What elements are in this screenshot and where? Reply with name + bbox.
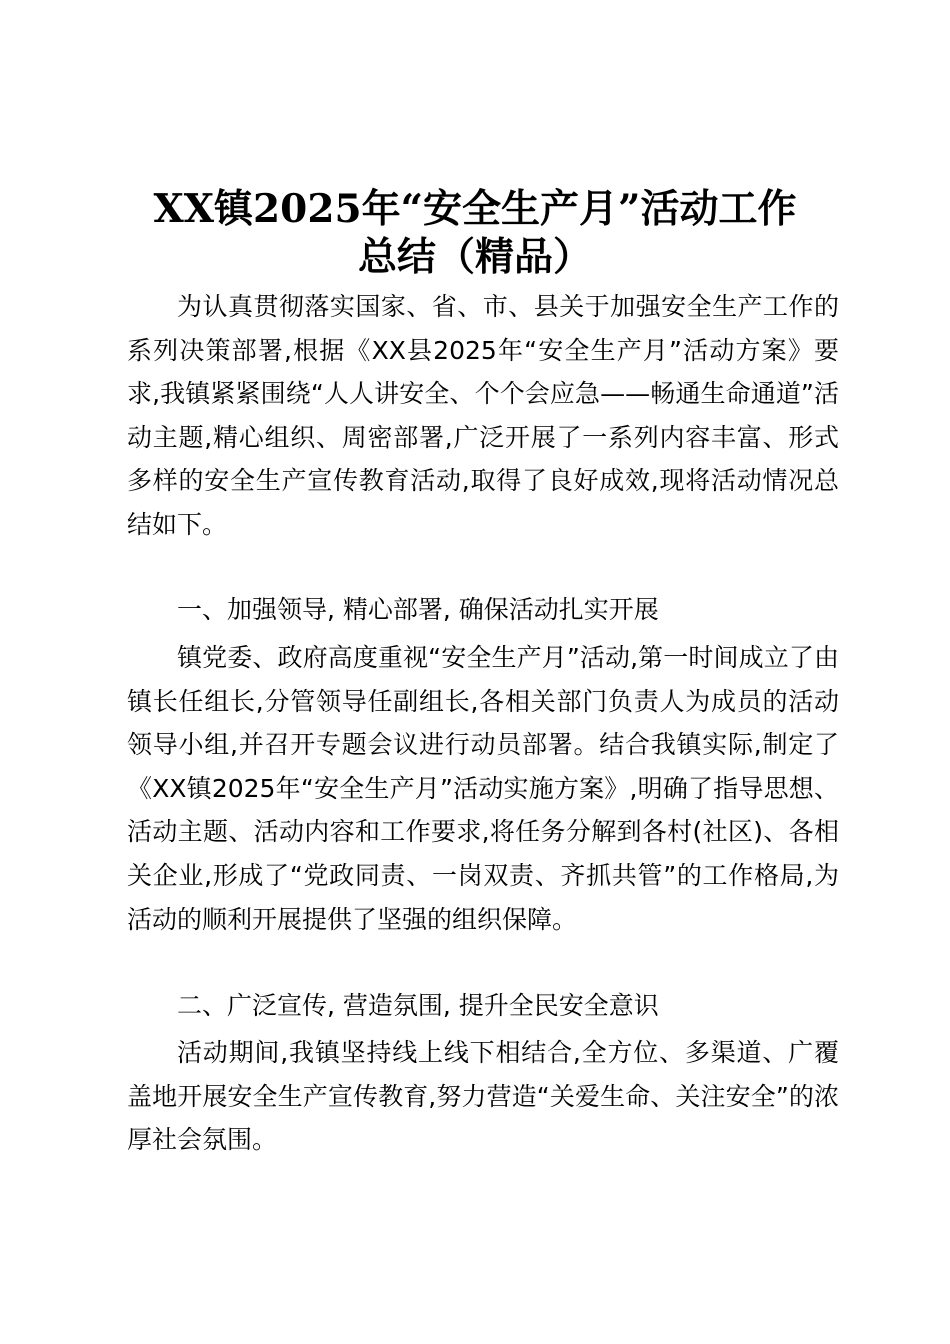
section-1-paragraph: 镇党委、政府高度重视“安全生产月”活动,第一时间成立了由镇长任组长,分管领导任副组长,各相关部门负责人为成员的活动领导小组,并召开专题会议进行动员部署。结合我镇实际,制定了《XX镇2025年“安全生产月”活动实施方案》,明确了指导思想、活动主题、活动内容和工作要求,将任务分解到各村(社区)、各相关企业,形成了“党政同责、一岗双责、齐抓共管”的工作格局,为活动的顺利开展提供了坚强的组织保障。: [127, 643, 839, 934]
section-heading-2: 二、广泛宣传, 营造氛围, 提升全民安全意识: [177, 991, 659, 1020]
section-2-paragraph: 活动期间,我镇坚持线上线下相结合,全方位、多渠道、广覆盖地开展安全生产宣传教育,努力营造“关爱生命、关注安全”的浓厚社会氛围。: [127, 1038, 839, 1155]
document-title-line-1: XX镇2025年“安全生产月”活动工作: [153, 186, 797, 232]
section-heading-1: 一、加强领导, 精心部署, 确保活动扎实开展: [177, 595, 659, 624]
document-title-line-2: 总结（精品）: [357, 234, 592, 280]
intro-paragraph: 为认真贯彻落实国家、省、市、县关于加强安全生产工作的系列决策部署,根据《XX县2025年“安全生产月”活动方案》要求,我镇紧紧围绕“人人讲安全、个个会应急——畅通生命通道”活动主题,精心组织、周密部署,广泛开展了一系列内容丰富、形式多样的安全生产宣传教育活动,取得了良好成效,现将活动情况总结如下。: [127, 292, 839, 539]
